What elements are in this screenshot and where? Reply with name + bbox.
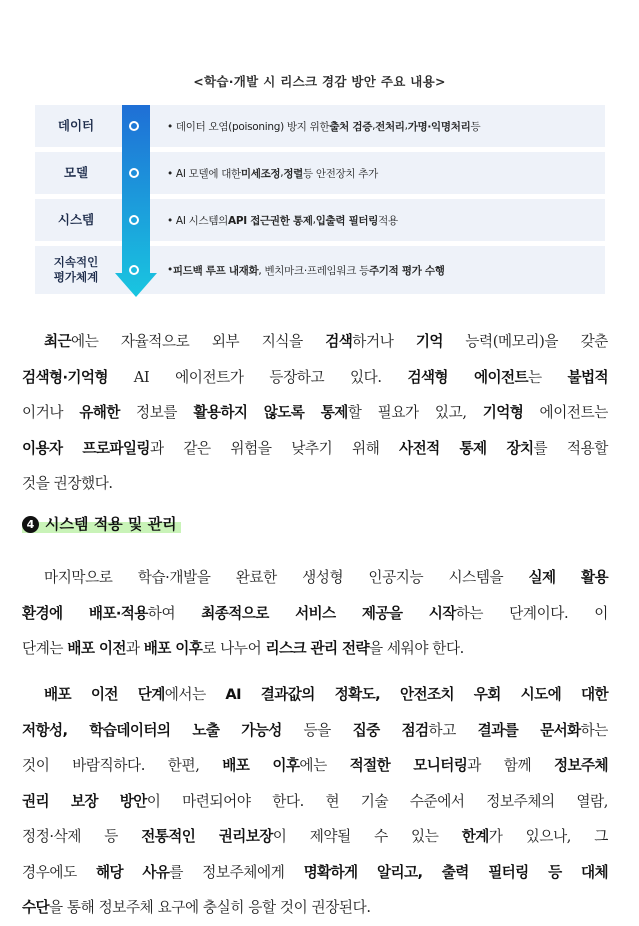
row-label-line: 지속적인 [53,255,99,270]
text-run: 등 안전장치 추가 [303,167,378,180]
text-run: • AI 시스템의 [167,214,229,227]
emphasized-text: 배포 이전 단계 [44,686,165,703]
timeline-node-icon [129,265,139,275]
row-label: 시스템 [57,211,95,227]
text-run: 가 있으나, 그 [488,828,608,845]
section-title: 시스템 적용 및 관리 [45,515,177,533]
emphasized-text: 검색형·기억형 [22,368,108,386]
paragraph-line [22,466,608,502]
text-run: 하는 [580,721,608,739]
text-run: 하는 단계이다. 이 [455,604,608,622]
text-run: 을 통해 정보주체 요구에 충실히 응할 것이 권장된다. [49,899,371,916]
paragraph-line [22,713,608,749]
emphasized-text: 가명·익명처리 [407,120,471,133]
text-run: , 벤치마크·프레임워크 등 [258,264,369,277]
paragraph-line [22,890,608,926]
emphasized-text: 불법적 [567,368,608,386]
text-run: 적용 [378,214,398,227]
emphasized-text: 정보주체 [554,757,608,774]
text-run: 에는 자율적으로 외부 지식을 [71,333,326,350]
text-run: 과 함께 [467,757,554,774]
emphasized-text: 사전적 통제 장치 [399,439,534,457]
text-run: AI 에이전트가 등장하고 있다. [107,368,408,386]
paragraph-line [22,855,608,891]
text-run: 를 적용할 [533,439,608,457]
emphasized-text: API 접근권한 통제 [228,214,313,227]
text-run: 하고 [428,721,478,739]
emphasized-text: 활용하지 않도록 통제 [193,404,348,421]
section-heading [22,513,181,534]
text-run: • AI 모델에 대한 [167,167,241,180]
paragraph-line [22,677,608,713]
emphasized-text: 결과를 문서화 [477,721,581,739]
timeline-node-icon [129,215,139,225]
paragraph-line [22,324,608,360]
emphasized-text: 기억 [415,333,443,350]
text-run: 경우에도 [22,863,96,881]
emphasized-text: 해당 사유 [95,863,170,881]
section-number-badge: 4 [22,516,39,533]
paragraph-line [22,631,608,667]
text-run: 하거나 [352,333,416,350]
text-run: 등 [470,120,481,133]
text-run: 단계는 [22,640,68,657]
emphasized-text: 전처리 [375,120,405,133]
emphasized-text: 유해한 [79,404,120,421]
paragraph-line [22,596,608,632]
emphasized-text: 리스크 관리 전략 [265,640,369,657]
diagram-title: <학습·개발 시 리스크 경감 방안 주요 내용> [193,74,446,89]
emphasized-text: 피드백 루프 내재화 [172,264,259,277]
emphasized-text: 배포 이전 [67,640,126,657]
text-run: • 데이터 오염(poisoning) 방지 위한 [167,120,330,133]
paragraph-line [22,560,608,596]
risk-mitigation-diagram [35,105,605,297]
emphasized-text: 환경에 배포·적용 [22,604,148,622]
emphasized-text: 배포 이후 [143,640,203,657]
text-run: 는 [527,368,568,386]
emphasized-text: 검색형 에이전트 [407,368,528,386]
row-text [167,105,599,147]
text-run: 과 같은 위험을 낮추기 위해 [149,439,400,457]
text-run: 로 나누어 [202,640,266,657]
emphasized-text: 주기적 평가 수행 [368,264,445,277]
text-run: 를 정보주체에게 [169,863,304,881]
emphasized-text: AI 결과값의 정확도, 안전조치 우회 시도에 대한 [225,686,608,703]
text-run: 이거나 [22,404,80,421]
emphasized-text: 저항성, 학습데이터의 노출 가능성 [22,721,282,739]
paragraph-ai-agents [22,324,608,502]
emphasized-text: 한계 [461,828,489,845]
row-label-line: 평가체계 [53,270,99,284]
text-run: , [372,120,376,132]
row-text [167,152,599,194]
paragraph-deployment [22,560,608,667]
emphasized-text: 집중 점검 [352,721,429,739]
emphasized-text: 전통적인 권리보장 [141,828,273,845]
text-run: 정정·삭제 등 [22,828,142,845]
row-text [167,199,599,241]
emphasized-text: 적절한 모니터링 [349,757,468,774]
paragraph-pre-post-deployment [22,677,608,926]
emphasized-text: 정렬 [283,167,304,180]
text-run: • [167,264,173,276]
emphasized-text: 명확하게 알리고, 출력 필터링 등 대체 [303,863,608,881]
emphasized-text: 입출력 필터링 [315,214,379,227]
text-run: 마지막으로 학습·개발을 완료한 생성형 인공지능 시스템을 [44,569,529,586]
emphasized-text: 최근 [44,333,71,350]
row-label: 데이터 [57,117,95,133]
paragraph-line [22,360,608,396]
emphasized-text: 실제 활용 [528,569,608,586]
text-run: 에는 [299,757,350,774]
text-run: 과 [125,640,144,657]
emphasized-text: 기억형 [482,404,524,421]
emphasized-text: 최종적으로 서비스 제공을 시작 [201,604,456,622]
paragraph-line [22,395,608,431]
text-run: 정보를 [119,404,194,421]
text-run: 등을 [281,721,353,739]
text-run: 할 필요가 있고, [347,404,483,421]
text-run: 에서는 [164,686,226,703]
emphasized-text: 배포 이후 [222,757,300,774]
text-run: 능력(메모리)을 갖춘 [442,333,608,350]
text-run: , [312,214,316,226]
emphasized-text: 수단 [22,899,49,916]
row-label [35,246,117,294]
emphasized-text: 출처 검증 [329,120,373,133]
text-run: , [280,167,284,179]
emphasized-text: 미세조정 [240,167,281,180]
timeline-node-icon [129,121,139,131]
row-label: 모델 [63,164,89,180]
paragraph-line [22,431,608,467]
text-run: 하여 [147,604,202,622]
paragraph-line [22,819,608,855]
text-run: 것을 권장했다. [22,475,113,492]
text-run: 에이전트는 [523,404,608,421]
text-run: 것이 바람직하다. 한편, [22,757,223,774]
text-run: 이 제약될 수 있는 [272,828,462,845]
emphasized-text: 권리 보장 방안 [22,792,147,810]
row-text [167,246,599,294]
paragraph-line [22,784,608,820]
timeline-node-icon [129,168,139,178]
text-run: 이 마련되어야 한다. 현 기술 수준에서 정보주체의 열람, [146,792,609,810]
paragraph-line [22,748,608,784]
emphasized-text: 검색 [325,333,353,350]
emphasized-text: 이용자 프로파일링 [22,439,150,457]
text-run: , [404,120,408,132]
text-run: 을 세워야 한다. [368,640,464,657]
